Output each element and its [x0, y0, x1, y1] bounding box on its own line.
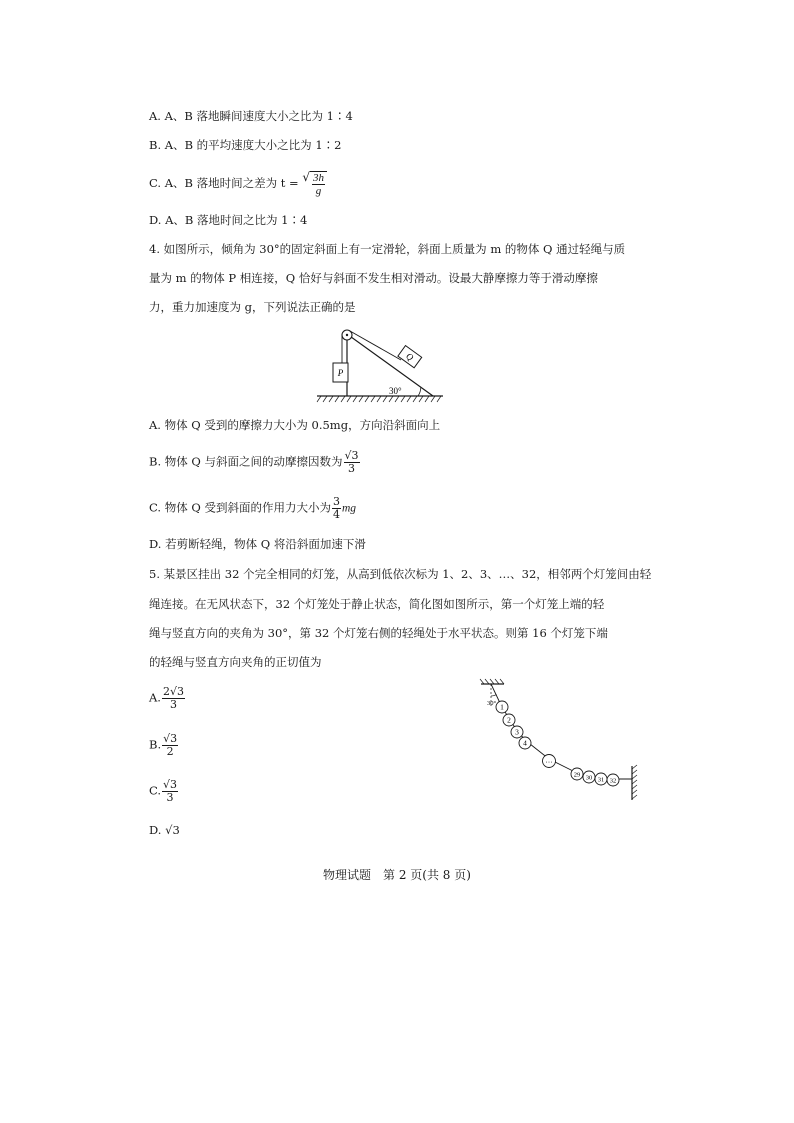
q4-stem-line-2: 量为 m 的物体 P 相连接，Q 恰好与斜面不发生相对滑动。设最大静摩擦力等于滑动摩擦 [149, 271, 598, 285]
q3-option-b: B. A、B 的平均速度大小之比为 1∶2 [149, 138, 342, 152]
q3-option-c-den: g [315, 185, 322, 198]
q4-option-b-den: 3 [348, 462, 355, 476]
q4-option-c-den: 4 [332, 508, 340, 522]
page-footer: 物理试题 第 2 页(共 8 页) [323, 868, 471, 882]
q4-option-b-num: √3 [344, 449, 359, 462]
q5-option-c-den: 3 [166, 791, 174, 805]
q4-option-c-text: C. 物体 Q 受到斜面的作用力大小为 [149, 500, 331, 515]
q4-option-c [149, 496, 356, 521]
q5-option-a-den: 3 [169, 698, 177, 712]
q5-option-a-label: A. [149, 690, 161, 705]
q3-option-c [149, 171, 327, 197]
q5-option-c [149, 779, 179, 804]
q5-stem-line-1: 5. 某景区挂出 32 个完全相同的灯笼，从高到低依次标为 1、2、3、…、32，相邻两个灯笼间由轻 [149, 567, 652, 581]
lantern-32-label: 32 [609, 777, 617, 785]
q3-option-c-text: C. A、B 落地时间之差为 t = [149, 176, 299, 191]
q5-option-a [149, 686, 186, 711]
q3-option-d: D. A、B 落地时间之比为 1∶4 [149, 213, 308, 227]
lantern-4-label: 4 [523, 738, 527, 748]
q5-option-b-label: B. [149, 737, 162, 752]
lantern-31-label: 31 [597, 776, 605, 784]
q4-option-c-num: 3 [332, 495, 340, 508]
q4-option-c-unit: mg [341, 502, 357, 515]
q5-option-b-num: √3 [163, 732, 178, 745]
block-p-label: P [337, 368, 344, 378]
lantern-29-label: 29 [573, 771, 581, 779]
block-q-label: Q [404, 350, 416, 363]
q4-option-b-text: B. 物体 Q 与斜面之间的动摩擦因数为 [149, 454, 343, 469]
q5-option-b [149, 733, 179, 758]
q5-option-a-num: 2√3 [162, 685, 184, 698]
q5-option-d: D. √3 [149, 823, 180, 837]
q4-option-b [149, 450, 361, 475]
lantern-ellipsis-label: … [545, 755, 553, 765]
q5-stem-line-4: 的轻绳与竖直方向夹角的正切值为 [149, 655, 322, 669]
q5-option-c-label: C. [149, 783, 162, 798]
q4-stem-line-1: 4. 如图所示，倾角为 30°的固定斜面上有一定滑轮，斜面上质量为 m 的物体 Q 通过轻绳与质 [149, 242, 626, 256]
q3-option-c-num: 3h [313, 172, 324, 184]
q4-option-a: A. 物体 Q 受到的摩擦力大小为 0.5mg，方向沿斜面向上 [149, 418, 441, 432]
incline-angle-label: 30° [389, 386, 402, 396]
q5-stem-line-3: 绳与竖直方向的夹角为 30°，第 32 个灯笼右侧的轻绳处于水平状态。则第 16 个灯笼下端 [149, 626, 608, 640]
q4-stem-line-3: 力，重力加速度为 g，下列说法正确的是 [149, 300, 356, 314]
q3-option-a: A. A、B 落地瞬间速度大小之比为 1∶4 [149, 109, 353, 123]
lantern-figure [478, 678, 643, 803]
lantern-30-label: 30 [585, 774, 593, 782]
lantern-1-label: 1 [500, 702, 504, 712]
q5-stem-line-2: 绳连接。在无风状态下，32 个灯笼处于静止状态，简化图如图所示，第一个灯笼上端的轻 [149, 597, 605, 611]
q5-option-b-den: 2 [166, 745, 174, 759]
q3-option-c-sqrt: √ $\frac{3h}{g}$ [302, 171, 327, 197]
lantern-angle-label: 30° [487, 700, 497, 707]
q5-option-c-num: √3 [163, 778, 178, 791]
incline-figure [315, 322, 445, 408]
q4-option-d: D. 若剪断轻绳，物体 Q 将沿斜面加速下滑 [149, 537, 366, 551]
lantern-3-label: 3 [515, 727, 519, 737]
lantern-2-label: 2 [507, 715, 511, 725]
